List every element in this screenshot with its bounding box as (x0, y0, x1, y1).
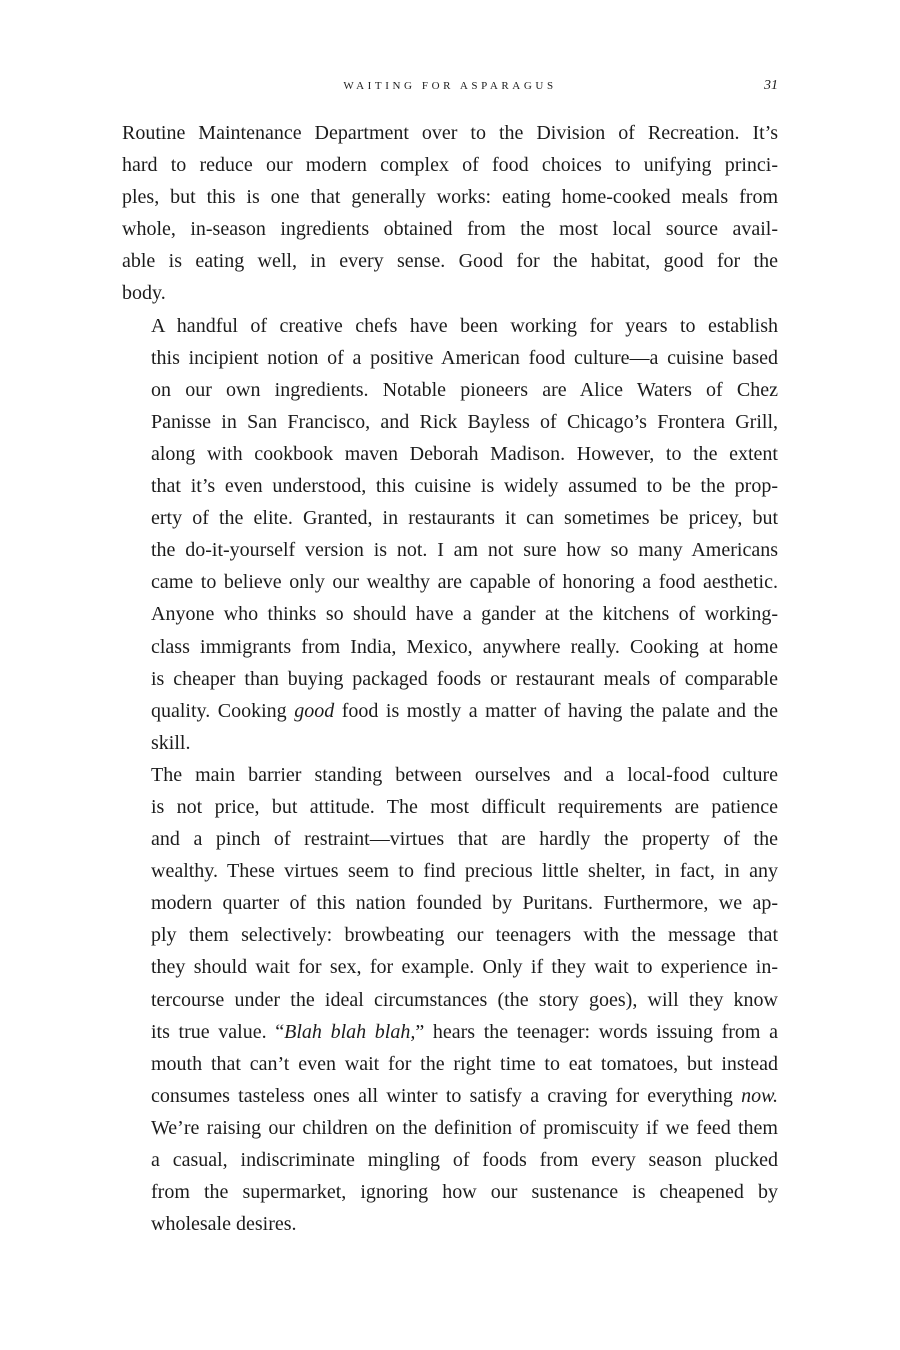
emphasis-blah: Blah blah blah, (284, 1020, 416, 1043)
text-line: The main barrier standing between ourselves and a local-food culture (151, 763, 778, 786)
text-line: erty of the elite. Granted, in restaurants it can sometimes be pricey, but (151, 507, 778, 530)
text-line: tercourse under the ideal circumstances (the story goes), will they know (151, 988, 778, 1011)
text-line: A handful of creative chefs have been working for years to establish (151, 314, 778, 337)
text-line: a casual, indiscriminate mingling of foods from every season plucked (151, 1149, 778, 1171)
text-line: Routine Maintenance Department over to the Division of Recreation. It’s (122, 122, 778, 144)
text-line: on our own ingredients. Notable pioneers are Alice Waters of Chez (151, 378, 778, 401)
text-line: We’re raising our children on the definition of promiscuity if we feed them (151, 1116, 778, 1139)
text-line: consumes tasteless ones all winter to satisfy a craving for everything now. (151, 1084, 778, 1107)
running-head (122, 77, 778, 97)
text-line: quality. Cooking good food is mostly a matter of having the palate and the (151, 699, 778, 722)
text-line: wholesale desires. (151, 1213, 297, 1236)
paragraph-2 (122, 310, 778, 759)
text-line: the do-it-yourself version is not. I am not sure how so many Americans (151, 539, 778, 562)
text-line: that it’s even understood, this cuisine is widely assumed to be the prop- (151, 475, 778, 498)
text-line: able is eating well, in every sense. Good for the habitat, good for the (122, 250, 778, 273)
text-line: skill. (151, 731, 191, 754)
paragraph-1 (122, 117, 778, 310)
paragraph-3 (122, 759, 778, 1240)
running-title: WAITING FOR ASPARAGUS (343, 80, 557, 92)
text-line: along with cookbook maven Deborah Madison. However, to the extent (151, 442, 778, 465)
text-line: class immigrants from India, Mexico, anywhere really. Cooking at home (151, 635, 778, 658)
text-line: whole, in-season ingredients obtained from the most local source avail- (122, 218, 778, 241)
text-line: Panisse in San Francisco, and Rick Bayless of Chicago’s Frontera Grill, (151, 410, 778, 433)
page-number: 31 (764, 78, 778, 93)
text-line: is cheaper than buying packaged foods or restaurant meals of comparable (151, 667, 778, 690)
text-line: and a pinch of restraint—virtues that are hardly the property of the (151, 828, 778, 851)
text-line: its true value. “Blah blah blah,” hears the teenager: words issuing from a (151, 1020, 779, 1043)
text-line: from the supermarket, ignoring how our sustenance is cheapened by (151, 1181, 778, 1204)
text-line: body. (122, 282, 166, 305)
text-line: mouth that can’t even wait for the right time to eat tomatoes, but instead (151, 1052, 778, 1075)
emphasis-good: good (294, 699, 335, 722)
body-text (122, 117, 778, 1240)
text-line: hard to reduce our modern complex of food choices to unifying princi- (122, 154, 778, 177)
text-line: came to believe only our wealthy are capable of honoring a food aesthetic. (151, 571, 778, 594)
text-line: this incipient notion of a positive American food culture—a cuisine based (151, 346, 778, 369)
text-line: modern quarter of this nation founded by Puritans. Furthermore, we ap- (151, 892, 778, 915)
text-line: ples, but this is one that generally works: eating home-cooked meals from (122, 186, 778, 209)
text-line: Anyone who thinks so should have a gander at the kitchens of working- (151, 603, 778, 626)
emphasis-now: now. (741, 1084, 778, 1107)
text-line: they should wait for sex, for example. Only if they wait to experience in- (151, 956, 778, 979)
text-line: wealthy. These virtues seem to find precious little shelter, in fact, in any (151, 860, 778, 883)
text-line: is not price, but attitude. The most difficult requirements are patience (151, 795, 778, 818)
text-line: ply them selectively: browbeating our teenagers with the message that (151, 924, 778, 947)
